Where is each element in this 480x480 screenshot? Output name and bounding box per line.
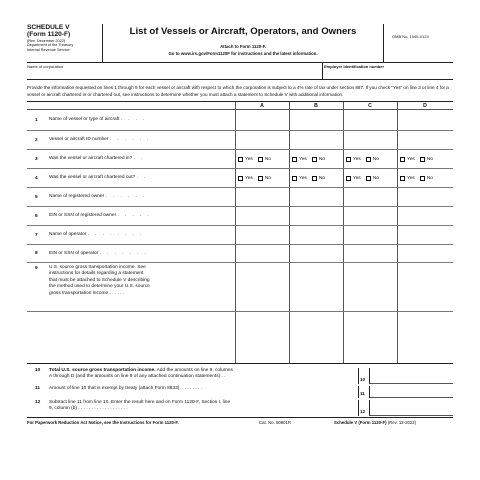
catalog-number: Cat. No. 50801R (259, 420, 292, 425)
yes-label: Yes (407, 175, 415, 181)
omb-block (383, 24, 453, 62)
total-line-12 (27, 400, 453, 416)
line-number: 1 (35, 117, 38, 123)
no-checkbox[interactable] (420, 157, 425, 162)
no-label: No (426, 175, 433, 181)
entry-field-c[interactable] (344, 189, 397, 206)
leader-dots: . . . . (120, 117, 147, 122)
line-label-text: Name of vessel or type of aircraft (49, 117, 120, 122)
entry-field-c[interactable] (344, 208, 397, 225)
line-label-text: EIN or SSN of operator (49, 250, 99, 256)
department: Department of the Treasury (27, 43, 74, 48)
entry-field-b[interactable] (290, 208, 343, 225)
line-box-number: 12 (358, 400, 370, 416)
line-text-part: Amount of line 10 that is exempt by treaty (attach Form 8833). . . . . . . . . (49, 386, 203, 391)
row-line-6 (27, 207, 453, 226)
entry-field-d[interactable] (398, 111, 453, 130)
no-checkbox[interactable] (366, 176, 371, 181)
row-line-2 (27, 131, 453, 150)
column-header-spacer (27, 102, 235, 110)
entry-field-d[interactable] (398, 208, 453, 225)
yes-checkbox[interactable] (238, 157, 243, 162)
revision-date: (Rev. December 2022) (27, 38, 66, 43)
no-checkbox[interactable] (312, 176, 317, 181)
yes-no-group (346, 157, 379, 162)
schedule-name: SCHEDULE V (27, 24, 70, 31)
entry-field-a[interactable] (236, 227, 289, 244)
footer-revision: (Rev. 12-2022) (387, 420, 417, 425)
line-label (49, 137, 151, 143)
line-text-part: Subtract line 11 from line 10. Enter the result here and on Form 1120-F, Section I, line (49, 400, 231, 405)
vessel-grid (27, 101, 453, 363)
entry-field-a[interactable] (236, 208, 289, 225)
no-checkbox[interactable] (312, 157, 317, 162)
line-label-text: Name of operator (49, 232, 87, 237)
no-label: No (372, 175, 379, 181)
line-label (49, 232, 144, 238)
line-box-number: 10 (358, 368, 370, 384)
line-text-part: Add the amounts on line 9, columns (155, 368, 233, 373)
entry-field-a[interactable] (236, 132, 289, 149)
line-text-row: 9, column (b) . . . . . . . . . . . . . . . . . . . (49, 406, 128, 412)
yes-label: Yes (299, 175, 307, 181)
line-label-text: Was the vessel or aircraft chartered in? (49, 156, 133, 161)
agency: Internal Revenue Service (27, 48, 70, 52)
line-label-text: Was the vessel or aircraft chartered out? (49, 175, 136, 180)
column-header-a: A (235, 102, 289, 110)
line-text (49, 368, 354, 381)
no-label: No (318, 156, 325, 162)
entry-field-d[interactable] (398, 264, 453, 311)
form-title: List of Vessels or Aircraft, Operators, and Owners (129, 26, 357, 37)
line-label-text: EIN or SSN of registered owner (49, 213, 117, 218)
form-header (27, 24, 453, 62)
entry-field-b[interactable] (290, 111, 343, 130)
amount-field-10[interactable] (370, 368, 453, 384)
line-text (49, 400, 354, 413)
line-label (49, 265, 150, 297)
entry-field-d[interactable] (398, 246, 453, 262)
form-title-block (103, 24, 383, 62)
line-label-text: instructions for details regarding a statement (49, 271, 144, 277)
no-checkbox[interactable] (258, 157, 263, 162)
line-label (49, 213, 151, 219)
no-label: No (372, 156, 379, 162)
form-number: (Form 1120-F) (27, 31, 71, 39)
row-line-4 (27, 169, 453, 188)
line-number: 5 (35, 194, 38, 200)
intro-text: Provide the information requested on lines 1 through 9 for each vessel or aircraft with respect to which the corporation is subject to a 4% rate of tax under section 887. If you check "Yes" on line 3 or line 4 for a vessel or aircraft chartered in or chartered out, see instructions to determine whether you must attach a statement to Schedule V with additional information. (27, 85, 449, 97)
omb-number: OMB No. 1545-0123 (392, 34, 429, 39)
yes-label: Yes (353, 175, 361, 181)
yes-label: Yes (299, 156, 307, 162)
form-id-block (27, 24, 103, 62)
no-label: No (264, 175, 271, 181)
entry-field-a[interactable] (236, 111, 289, 130)
line-label (49, 156, 145, 162)
yes-checkbox[interactable] (346, 176, 351, 181)
line-number: 4 (35, 175, 38, 181)
row-line-5 (27, 188, 453, 207)
yes-no-group (400, 176, 433, 181)
column-header-d: D (397, 102, 453, 110)
footer-form-id (334, 420, 416, 425)
instructions-link: Go to www.irs.gov/Form1120F for instructions and the latest information. (168, 51, 318, 56)
entry-field-b[interactable] (290, 132, 343, 149)
entry-field-b[interactable] (290, 227, 343, 244)
line-label-text: Vessel or aircraft ID number (49, 137, 109, 142)
yes-label: Yes (407, 156, 415, 162)
yes-checkbox[interactable] (238, 176, 243, 181)
yes-label: Yes (353, 156, 361, 162)
total-line-10 (27, 368, 453, 384)
row-line-1 (27, 110, 453, 131)
no-checkbox[interactable] (420, 176, 425, 181)
leader-dots: . . . . . . (109, 137, 151, 142)
name-ein-divider (322, 63, 323, 80)
yes-label: Yes (245, 156, 253, 162)
row-line-8 (27, 245, 453, 263)
row-line-7 (27, 226, 453, 245)
line-label-text: U.S. source gross transportation income. See (49, 265, 146, 270)
footer-schedule: Schedule V (Form 1120-F) (334, 420, 387, 425)
entry-field-b[interactable] (290, 246, 343, 262)
form-page (27, 24, 453, 429)
corporation-name-label: Name of corporation (27, 64, 64, 69)
total-line-11 (27, 386, 453, 398)
leader-dots: . . . . . . . (99, 250, 149, 256)
leader-dots: . . (133, 156, 145, 161)
line-label-text: Name of registered owner (49, 194, 105, 199)
entry-field-d[interactable] (398, 227, 453, 244)
name-ein-bar (27, 62, 453, 80)
line-number: 10 (35, 368, 41, 373)
no-label: No (264, 156, 271, 162)
no-checkbox[interactable] (258, 176, 263, 181)
yes-no-group (292, 157, 325, 162)
leader-dots: . . (136, 175, 148, 180)
leader-dots: . . . . . . . . (87, 232, 144, 237)
line-text-row (49, 386, 354, 392)
yes-no-group (400, 157, 433, 162)
yes-checkbox[interactable] (346, 157, 351, 162)
attach-note: Attach to Form 1120-F. (220, 44, 266, 49)
row-line-3 (27, 150, 453, 169)
yes-no-group (292, 176, 325, 181)
entry-field-a[interactable] (236, 264, 289, 311)
line-number: 3 (35, 156, 38, 162)
line-text-row: A through D (and the amounts on line 9 of any attached continuation statements) . . (49, 374, 226, 380)
ein-label: Employer identification number (324, 64, 385, 69)
no-label: No (318, 175, 325, 181)
yes-checkbox[interactable] (292, 157, 297, 162)
entry-field-a[interactable] (236, 189, 289, 206)
line-number: 2 (35, 137, 38, 143)
form-footer (27, 417, 453, 427)
column-header-b: B (289, 102, 343, 110)
leader-dots: . . . . . . (105, 194, 147, 199)
yes-checkbox[interactable] (400, 157, 405, 162)
entry-field-c[interactable] (344, 264, 397, 311)
entry-field-d[interactable] (398, 189, 453, 206)
entry-field-c[interactable] (344, 246, 397, 262)
line-label (49, 251, 148, 257)
entry-field-d[interactable] (398, 132, 453, 149)
line-label (49, 175, 148, 181)
leader-dots: . . . . . (117, 213, 152, 218)
line-label-text: the method used to determine your U.S. source (49, 284, 150, 290)
no-checkbox[interactable] (366, 157, 371, 162)
line-label (49, 117, 147, 123)
line-label-text: gross transportation income . . . . . . (49, 290, 125, 296)
entry-field-c[interactable] (344, 132, 397, 149)
entry-field-b[interactable] (290, 189, 343, 206)
line-number: 8 (35, 251, 38, 256)
line-number: 6 (35, 213, 38, 219)
line-text (49, 386, 354, 392)
line-number: 12 (35, 400, 41, 405)
entry-field-b[interactable] (290, 264, 343, 311)
amount-field-12[interactable] (370, 400, 453, 416)
line-number: 7 (35, 232, 38, 238)
line-number: 9 (35, 266, 38, 271)
yes-no-group (346, 176, 379, 181)
paperwork-notice: For Paperwork Reduction Act Notice, see the Instructions for Form 1120-F. (27, 420, 179, 425)
line-text-bold: Total U.S. source gross transportation income. (49, 368, 156, 373)
no-label: No (426, 156, 433, 162)
column-header-c: C (343, 102, 397, 110)
entry-field-c[interactable] (344, 227, 397, 244)
yes-no-group (238, 157, 271, 162)
line-number: 11 (35, 386, 41, 391)
entry-field-a[interactable] (236, 246, 289, 262)
yes-no-group (238, 176, 271, 181)
yes-checkbox[interactable] (400, 176, 405, 181)
entry-field-c[interactable] (344, 111, 397, 130)
row-line-9 (27, 263, 453, 312)
line-label-text: that must be attached to Schedule V describing (49, 277, 150, 283)
line-box-number: 11 (358, 386, 370, 398)
yes-label: Yes (245, 175, 253, 181)
amount-field-11[interactable] (370, 386, 453, 398)
yes-checkbox[interactable] (292, 176, 297, 181)
line-label (49, 194, 147, 200)
